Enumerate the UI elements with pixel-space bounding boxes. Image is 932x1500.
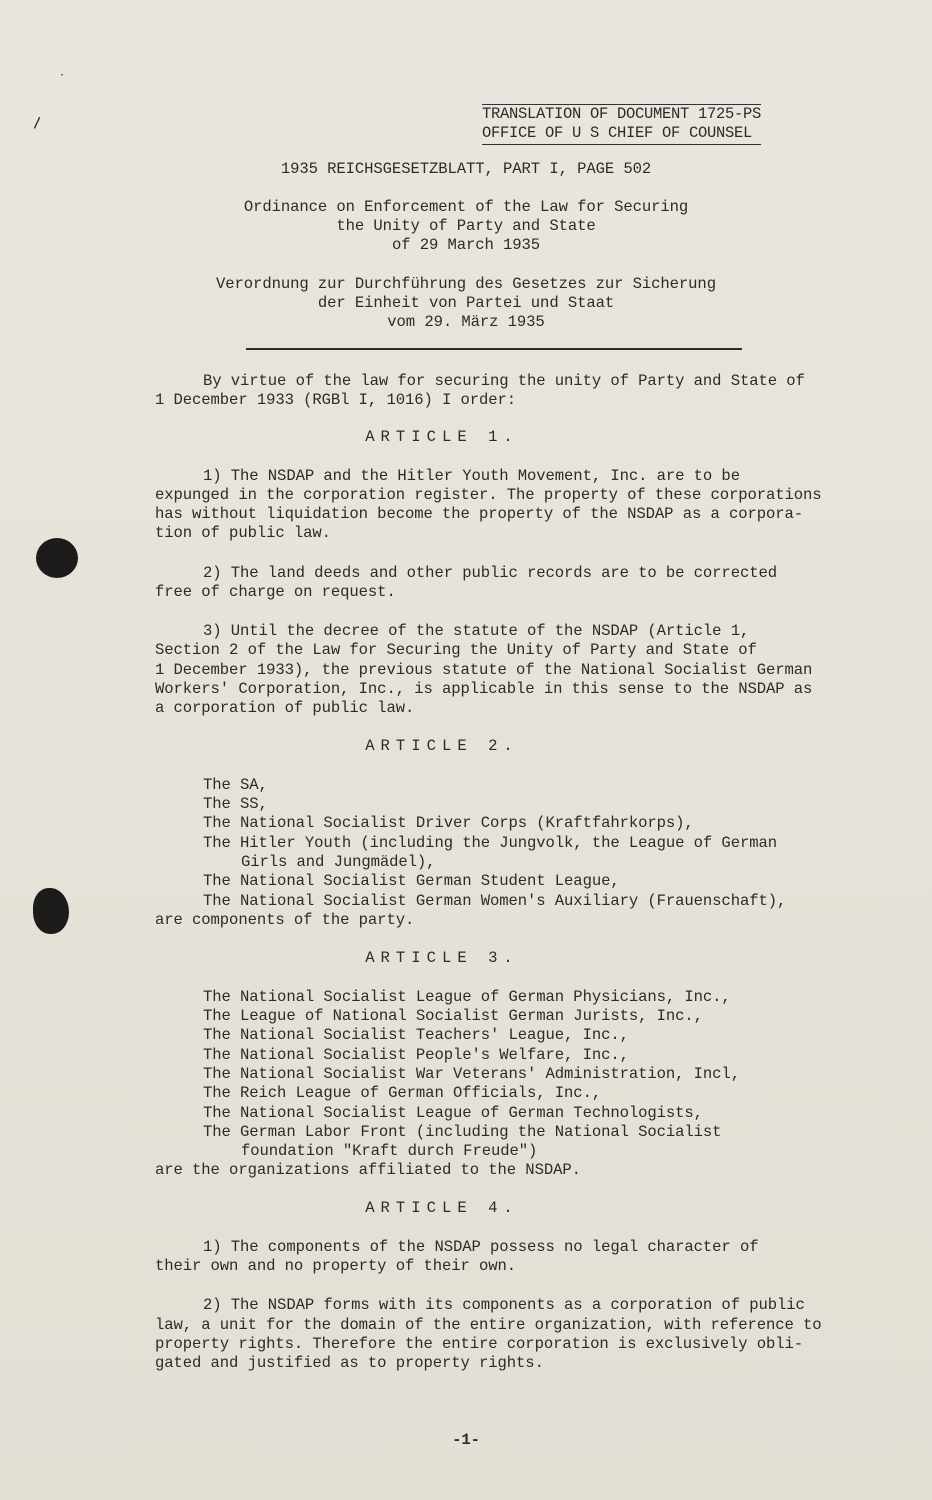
translation-reference: TRANSLATION OF DOCUMENT 1725-PS xyxy=(482,105,762,123)
article-2-item: The National Socialist German Student League, xyxy=(203,872,620,890)
article-1-text: a corporation of public law. xyxy=(155,699,415,717)
article-4-text: law, a unit for the domain of the entire organization, with reference to xyxy=(155,1316,822,1334)
article-2-item: The Hitler Youth (including the Jungvolk, the League of German xyxy=(203,834,777,852)
article-1-text: expunged in the corporation register. The property of these corporations xyxy=(155,486,822,504)
article-1-text: Workers' Corporation, Inc., is applicable in this sense to the NSDAP as xyxy=(155,680,813,698)
article-1-text: free of charge on request. xyxy=(155,583,396,601)
punch-hole-mark xyxy=(33,888,69,934)
article-2-item: The SA, xyxy=(203,776,268,794)
article-3-heading: ARTICLE 3. xyxy=(365,949,519,967)
title-de-line: vom 29. März 1935 xyxy=(387,313,545,331)
article-4-text: gated and justified as to property rights. xyxy=(155,1354,544,1372)
article-1-text: 1 December 1933), the previous statute of the National Socialist German xyxy=(155,661,813,679)
article-1-text: tion of public law. xyxy=(155,524,331,542)
article-3-item: The League of National Socialist German Jurists, Inc., xyxy=(203,1007,703,1025)
document-reference-header xyxy=(482,104,761,145)
article-3-item: foundation "Kraft durch Freude") xyxy=(241,1142,538,1160)
margin-ink-mark: · xyxy=(60,68,64,82)
title-en-line: the Unity of Party and State xyxy=(336,217,596,235)
article-1-text: 1) The NSDAP and the Hitler Youth Movement, Inc. are to be xyxy=(203,467,740,485)
article-3-item: The German Labor Front (including the National Socialist xyxy=(203,1123,722,1141)
title-en-line: of 29 March 1935 xyxy=(391,236,541,254)
title-de-line: der Einheit von Partei und Staat xyxy=(317,294,615,312)
article-3-item: The National Socialist War Veterans' Administration, Incl, xyxy=(203,1065,740,1083)
article-2-item: The SS, xyxy=(203,795,268,813)
article-4-heading: ARTICLE 4. xyxy=(365,1199,519,1217)
title-de-line: Verordnung zur Durchführung des Gesetzes zur Sicherung xyxy=(216,275,716,293)
margin-ink-mark: ⸝ xyxy=(23,101,47,135)
article-3-item: The National Socialist People's Welfare, Inc., xyxy=(203,1046,629,1064)
article-3-item: The National Socialist League of German Technologists, xyxy=(203,1104,703,1122)
preamble-line: By virtue of the law for securing the unity of Party and State of xyxy=(203,372,805,390)
punch-hole-mark xyxy=(36,538,78,578)
article-2-item: The National Socialist Driver Corps (Kraftfahrkorps), xyxy=(203,814,694,832)
citation: 1935 REICHSGESETZBLATT, PART I, PAGE 502 xyxy=(280,160,652,178)
preamble-line: 1 December 1933 (RGBl I, 1016) I order: xyxy=(155,391,517,409)
article-2-item: Girls and Jungmädel), xyxy=(241,853,436,871)
article-1-heading: ARTICLE 1. xyxy=(365,428,519,446)
office-reference: OFFICE OF U S CHIEF OF COUNSEL xyxy=(482,124,761,145)
article-1-text: Section 2 of the Law for Securing the Unity of Party and State of xyxy=(155,641,757,659)
article-3-item: The National Socialist Teachers' League, Inc., xyxy=(203,1026,629,1044)
article-3-item: The Reich League of German Officials, Inc., xyxy=(203,1084,602,1102)
article-3-closing: are the organizations affiliated to the NSDAP. xyxy=(155,1161,581,1179)
article-4-text: 2) The NSDAP forms with its components as a corporation of public xyxy=(203,1296,805,1314)
article-3-item: The National Socialist League of German Physicians, Inc., xyxy=(203,988,731,1006)
article-1-text: has without liquidation become the property of the NSDAP as a corpora- xyxy=(155,505,804,523)
title-en-line: Ordinance on Enforcement of the Law for Securing xyxy=(243,198,689,216)
article-2-heading: ARTICLE 2. xyxy=(365,737,519,755)
article-1-text: 3) Until the decree of the statute of the NSDAP (Article 1, xyxy=(203,622,750,640)
article-1-text: 2) The land deeds and other public records are to be corrected xyxy=(203,564,777,582)
article-2-item: The National Socialist German Women's Auxiliary (Frauenschaft), xyxy=(203,892,787,910)
article-4-text: their own and no property of their own. xyxy=(155,1257,517,1275)
title-divider xyxy=(246,348,742,350)
article-4-text: 1) The components of the NSDAP possess no legal character of xyxy=(203,1238,759,1256)
article-4-text: property rights. Therefore the entire corporation is exclusively obli- xyxy=(155,1335,804,1353)
page-number: -1- xyxy=(452,1431,480,1449)
article-2-closing: are components of the party. xyxy=(155,911,415,929)
